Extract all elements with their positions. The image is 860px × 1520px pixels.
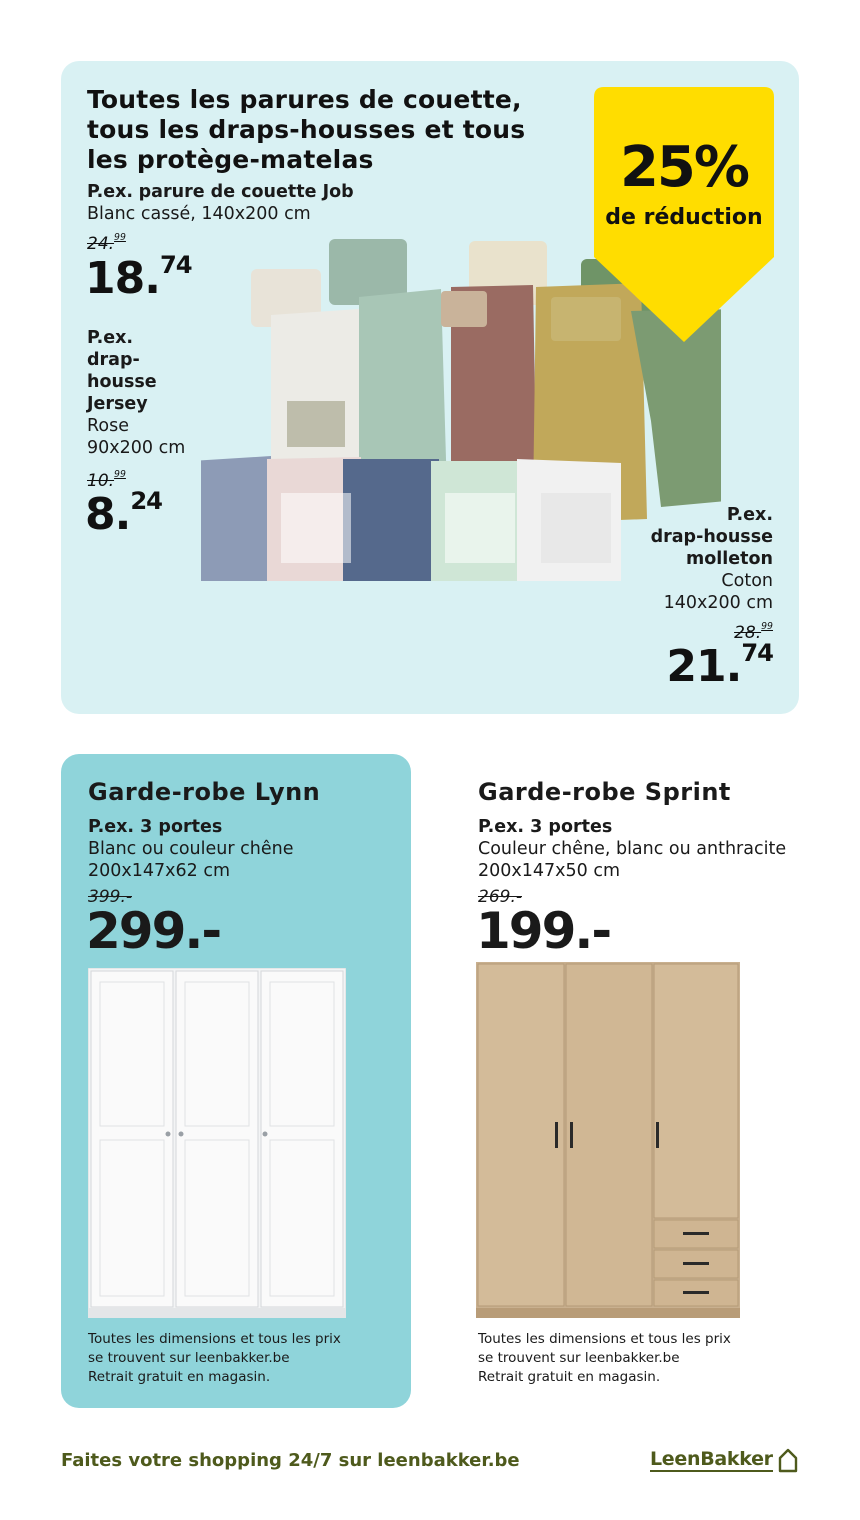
product3-label: P.ex. drap-housse molleton Coton 140x200 cm: [650, 505, 773, 613]
leenbakker-logo[interactable]: [650, 1447, 799, 1473]
bedding-promo-panel: [61, 61, 799, 714]
lynn-old-price: 399.-: [88, 887, 132, 907]
promo-title: Toutes les parures de couette, tous les draps-housses et tous les protège-matelas: [87, 85, 526, 174]
product2-new-price: 8.24: [85, 487, 163, 540]
product2-label: P.ex. drap- housse Jersey Rose 90x200 cm: [87, 328, 186, 458]
wardrobe-lynn-image: [88, 968, 346, 1320]
lynn-doors: P.ex. 3 portes: [88, 817, 223, 837]
product2-old-price: 10.99: [87, 469, 126, 491]
wardrobe-lynn-card[interactable]: [61, 754, 411, 1408]
footer-shopping-link[interactable]: Faites votre shopping 24/7 sur leenbakker.be: [61, 1450, 520, 1471]
wardrobe-sprint-image: [476, 962, 740, 1322]
discount-badge: [594, 87, 774, 342]
lynn-specs: [88, 816, 293, 882]
fitted-sheets-image: [201, 456, 621, 581]
sprint-new-price: 199.-: [476, 902, 611, 960]
house-icon: [777, 1447, 799, 1473]
lynn-title: Garde-robe Lynn: [88, 778, 321, 806]
sprint-specs: [478, 816, 786, 882]
product1-label: [87, 181, 447, 225]
product1-variant: Blanc cassé, 140x200 cm: [87, 204, 311, 224]
badge-percent: 25%: [619, 135, 749, 200]
wardrobe-sprint-card[interactable]: [451, 754, 801, 1408]
lynn-size: 200x147x62 cm: [88, 861, 231, 881]
product1-name: parure de couette Job: [138, 182, 354, 202]
lynn-note: Toutes les dimensions et tous les prix se trouvent sur leenbakker.be Retrait gratuit en magasin.: [88, 1331, 341, 1385]
sprint-doors: P.ex. 3 portes: [478, 817, 613, 837]
lynn-new-price: 299.-: [86, 902, 221, 960]
sprint-old-price: 269.-: [478, 887, 522, 907]
product1-new-price: 18.74: [85, 251, 192, 304]
sprint-note: Toutes les dimensions et tous les prix se trouvent sur leenbakker.be Retrait gratuit en magasin.: [478, 1331, 731, 1385]
lynn-colors: Blanc ou couleur chêne: [88, 839, 294, 859]
product1-old-price: 24.99: [87, 232, 126, 254]
sprint-colors: Couleur chêne, blanc ou anthracite: [478, 839, 787, 859]
badge-label: de réduction: [605, 205, 763, 230]
product1-prefix: P.ex.: [87, 182, 134, 202]
product3-old-price: 28.99: [734, 621, 773, 643]
sprint-size: 200x147x50 cm: [478, 861, 621, 881]
logo-text: LeenBakker: [650, 1448, 773, 1470]
sprint-title: Garde-robe Sprint: [478, 778, 731, 806]
product3-new-price: 21.74: [666, 639, 773, 692]
